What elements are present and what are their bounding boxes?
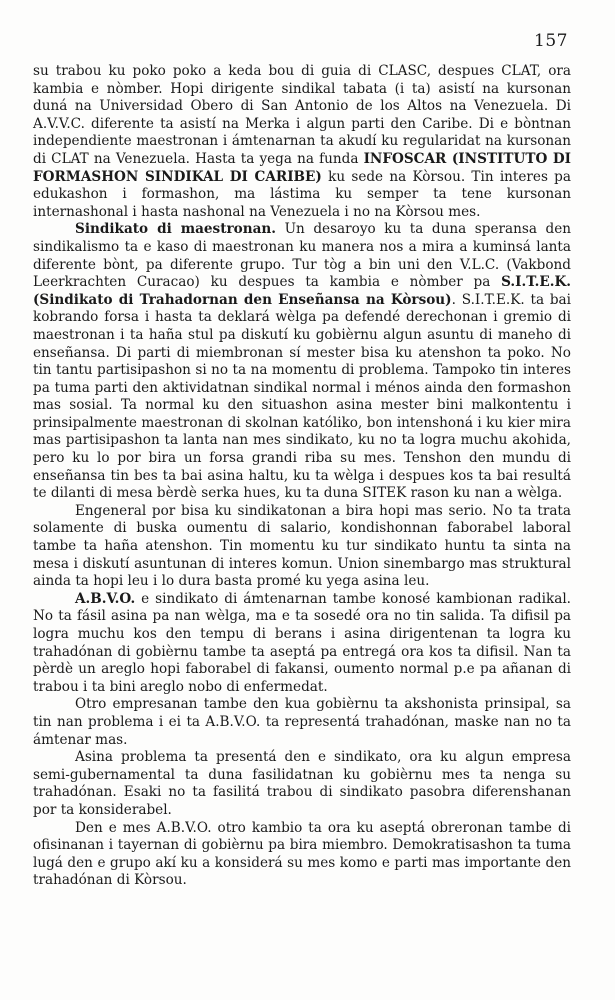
paragraph-p3 [33, 503, 571, 591]
paragraph-text: e sindikato di ámtenarnan tambe konosé kambionan radikal. No ta fásil asina pa nan wèlga, ma e ta sosedé ora no tin salida. Ta difisil pa logra muchu kos den tempu di berans i asina dirigentenan ta logra ku trahadónan di gobièrnu tambe ta aseptá pa entregá ora kos ta difisil. Nan ta pèrdè un areglo hopi faborabel di fakansi, oumento normal p.e pa añanan di trabou i ta bini areglo nobo di enfermedat. [33, 590, 571, 695]
paragraph-p1 [33, 63, 571, 221]
bold-term: A.B.V.O. [75, 590, 136, 607]
paragraph-text: Engeneral por bisa ku sindikatonan a bira hopi mas serio. No ta trata solamente di buska oumentu di salario, kondishonnan faborabel laboral tambe ta haña atenshon. Tin momentu ku tur sindikato huntu ta sinta na mesa i diskutí asuntunan di interes komun. Union sinembargo mas struktural ainda ta hopi leu i lo dura basta promé ku yega asina leu. [33, 502, 571, 590]
bold-term: INFOSCAR (INSTITUTO DI FORMASHON SINDIKAL DI CARIBE) [33, 150, 571, 185]
page-number: 157 [534, 31, 568, 51]
paragraph-text: Den e mes A.B.V.O. otro kambio ta ora ku aseptá obreronan tambe di ofisinanan i tayernan di gobièrnu pa bira miembro. Demokratisashon ta tuma lugá den e grupo akí ku a konsiderá su mes komo e parti mas importante den trahadónan di Kòrsou. [33, 819, 571, 889]
paragraph-text: ku sede na Kòrsou. Tin interes pa edukashon i formashon, ma lástima ku semper ta tene kursonan internashonal i hasta nashonal na Venezuela i no na Kòrsou mes. [33, 168, 571, 220]
paragraph-text: Asina problema ta presentá den e sindikato, ora ku algun empresa semi-gubernamental ta duna fasilidatnan ku gobièrnu mes ta nenga su trahadónan. Esaki no ta fasilitá trabou di sindikato pasobra diferenshanan por ta konsiderabel. [33, 749, 571, 818]
paragraph-text: . S.I.T.E.K. ta bai kobrando forsa i hasta ta deklará wèlga pa defendé derechonan i gremio di maestronan i ta haña stul pa diskutí ku gobièrnu algun asuntu di maneho di enseñansa. Di parti di miembronan sí mester bisa ku atenshon ta poko. No tin tantu partisipashon si no ta na momentu di problema. Tampoko tin interes pa tuma parti den aktividatnan sindikal normal i ménos ainda den formashon mas sosial. Ta normal ku den situashon asina mester bini malkontentu i prinsipalmente maestronan di skolnan katóliko, bon intenshoná i ku kier mira mas partisipashon ta lanta nan mes sindikato, ku no ta logra muchu akohida, pero ku lo por bira un forsa grandi riba su mes. Tenshon den mundu di enseñansa tin bes ta bai asina haltu, ku ta wèlga i despues kos ta bai resultá te dilanti di mesa bèrdè serka hues, ku ta duna SITEK rason ku nan a wèlga. [33, 291, 571, 502]
body-text [33, 63, 571, 890]
paragraph-text: Otro empresanan tambe den kua gobièrnu ta akshonista prinsipal, sa tin nan problema i ei ta A.B.V.O. ta representá trahadónan, maske nan no ta ámtenar mas. [33, 696, 571, 748]
paragraph-p4 [33, 591, 571, 697]
paragraph-p2 [33, 221, 571, 503]
paragraph-p7 [33, 820, 571, 890]
bold-term: Sindikato di maestronan. [75, 221, 277, 238]
paragraph-p5 [33, 696, 571, 749]
paragraph-text: Un desaroyo ku ta duna speransa den sindikalismo ta e kaso di maestronan ku manera nos a mira a kuminsá lanta diferente bònt, pa diferente grupo. Tur tòg a bin uni den V.L.C. (Vakbond Leerkrachten Curacao) ku despues ta kambia e nòmber pa [33, 221, 571, 291]
paragraph-text: su trabou ku poko poko a keda bou di guia di CLASC, despues CLAT, ora kambia e nòmber. Hopi dirigente sindikal tabata (i ta) asistí na kursonan duná na Universidad Obero di San Antonio de los Altos na Venezuela. Di A.V.V.C. diferente ta asistí na Merka i algun parti den Caribe. Di e bòntnan independiente maestronan i ámtenarnan ta akudí ku regularidat na kursonan di CLAT na Venezuela. Hasta ta yega na funda [33, 63, 571, 167]
paragraph-p6 [33, 749, 571, 819]
bold-term: S.I.T.E.K. (Sindikato di Trahadornan den Enseñansa na Kòrsou) [33, 274, 571, 308]
